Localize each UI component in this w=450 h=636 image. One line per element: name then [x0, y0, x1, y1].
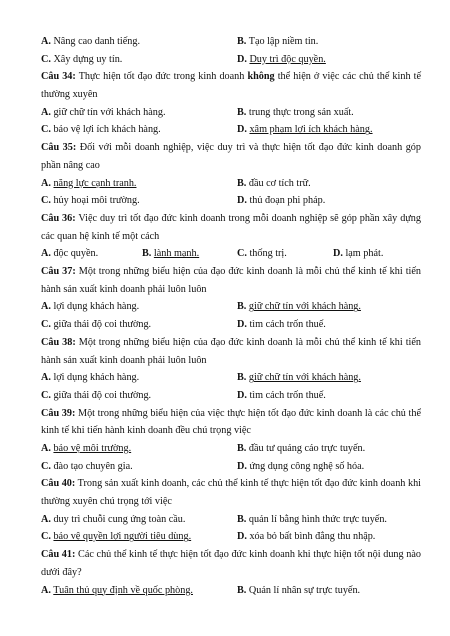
- option-row: [41, 192, 421, 210]
- option-a-correct: A. Tuân thủ quy định về quốc phòng.: [41, 584, 193, 596]
- option-d: D. tìm cách trốn thuế.: [237, 389, 326, 401]
- option-d-correct: D. xâm phạm lợi ích khách hàng.: [237, 124, 373, 136]
- option-d: D. lạm phát.: [333, 248, 384, 260]
- option-a-correct: A. năng lực cạnh tranh.: [41, 177, 137, 189]
- option-b-correct: B. giữ chữ tín với khách hàng.: [237, 372, 361, 384]
- question-38: Câu 38: Một trong những biểu hiện của đạo đức kinh doanh là mỗi chủ thể kinh tế khi tiến hành sản xuất kinh doanh phải luôn luôn: [41, 336, 421, 366]
- option-d: D. ứng dụng công nghệ số hóa.: [237, 460, 365, 472]
- option-b: B. đầu cơ tích trữ.: [237, 177, 311, 189]
- option-row: [41, 33, 421, 51]
- option-row: [41, 582, 421, 600]
- option-a: A. độc quyền.: [41, 248, 99, 260]
- option-a: A. Nâng cao danh tiếng.: [41, 36, 141, 47]
- question-35: Câu 35: Đối với mỗi doanh nghiệp, việc duy trì và thực hiện tốt đạo đức kinh doanh góp phần nâng cao: [41, 142, 421, 171]
- option-row: [41, 458, 421, 476]
- option-c: C. hủy hoại môi trường.: [41, 195, 140, 207]
- option-row: [41, 175, 421, 193]
- question-34: Câu 34: Thực hiện tốt đạo đức trong kinh doanh không thể hiện ở việc các chủ thể kinh tế thường xuyên: [41, 71, 421, 101]
- option-row: [41, 245, 421, 263]
- option-row: [41, 51, 421, 69]
- option-c: C. giữa thái độ coi thường.: [41, 319, 152, 331]
- option-row: [41, 104, 421, 122]
- option-a: A. lợi dụng khách hàng.: [41, 372, 140, 384]
- option-row: [41, 369, 421, 387]
- option-d: D. thủ đoạn phi pháp.: [237, 195, 326, 207]
- option-a: A. duy trì chuỗi cung ứng toàn cầu.: [41, 513, 186, 525]
- option-row: [41, 511, 421, 529]
- option-a: A. giữ chữ tín với khách hàng.: [41, 106, 166, 118]
- option-row: [41, 528, 421, 546]
- option-c: C. Xây dựng uy tín.: [41, 53, 123, 65]
- option-row: [41, 316, 421, 334]
- option-c: C. bảo vệ lợi ích khách hàng.: [41, 124, 161, 136]
- option-b-correct: B. lành mạnh.: [142, 248, 200, 260]
- option-a-correct: A. bảo vệ môi trường.: [41, 443, 132, 454]
- exam-page: [41, 33, 421, 599]
- option-row: [41, 440, 421, 458]
- question-41: Câu 41: Các chủ thể kinh tế thực hiện tốt đạo đức kinh doanh khi thực hiện tốt nội dung nào dưới đây?: [41, 549, 421, 578]
- option-a: A. lợi dụng khách hàng.: [41, 301, 140, 313]
- option-row: [41, 387, 421, 405]
- option-d-correct: D. Duy trì độc quyền.: [237, 53, 326, 65]
- option-d: D. xóa bỏ bất bình đẳng thu nhập.: [237, 531, 376, 543]
- option-row: [41, 121, 421, 139]
- option-c: C. đào tạo chuyên gia.: [41, 460, 133, 472]
- option-row: [41, 298, 421, 316]
- question-39: Câu 39: Một trong những biểu hiện của việc thực hiện tốt đạo đức kinh doanh là các chủ thể kinh tế khi tiến hành kinh doanh đều chú trọng việc: [41, 407, 421, 437]
- option-b-correct: B. giữ chữ tín với khách hàng.: [237, 301, 361, 313]
- option-c: C. giữa thái độ coi thường.: [41, 389, 152, 401]
- option-b: B. trung thực trong sản xuất.: [237, 106, 354, 118]
- option-c-correct: C. bảo vệ quyền lợi người tiêu dùng.: [41, 531, 192, 543]
- question-40: Câu 40: Trong sản xuất kinh doanh, các chủ thể kinh tế thực hiện tốt đạo đức kinh doanh khi thường xuyên chú trọng tới việc: [41, 478, 421, 508]
- option-c: C. thống trị.: [237, 248, 287, 260]
- option-d: D. tìm cách trốn thuế.: [237, 319, 326, 331]
- option-b: B. quản lí bằng hình thức trực tuyến.: [237, 513, 387, 525]
- question-36: Câu 36: Việc duy trì tốt đạo đức kinh doanh trong mỗi doanh nghiệp sẽ góp phần xây dựng các quan hệ kinh tế một cách: [41, 212, 421, 242]
- option-b: B. Quản lí nhân sự trực tuyến.: [237, 584, 361, 596]
- question-37: Câu 37: Một trong những biểu hiện của đạo đức kinh doanh là mỗi chủ thể kinh tế khi tiến hành sản xuất kinh doanh phải luôn luôn: [41, 266, 421, 295]
- option-b: B. đầu tư quảng cáo trực tuyến.: [237, 443, 366, 454]
- option-b: B. Tạo lập niềm tin.: [237, 36, 319, 47]
